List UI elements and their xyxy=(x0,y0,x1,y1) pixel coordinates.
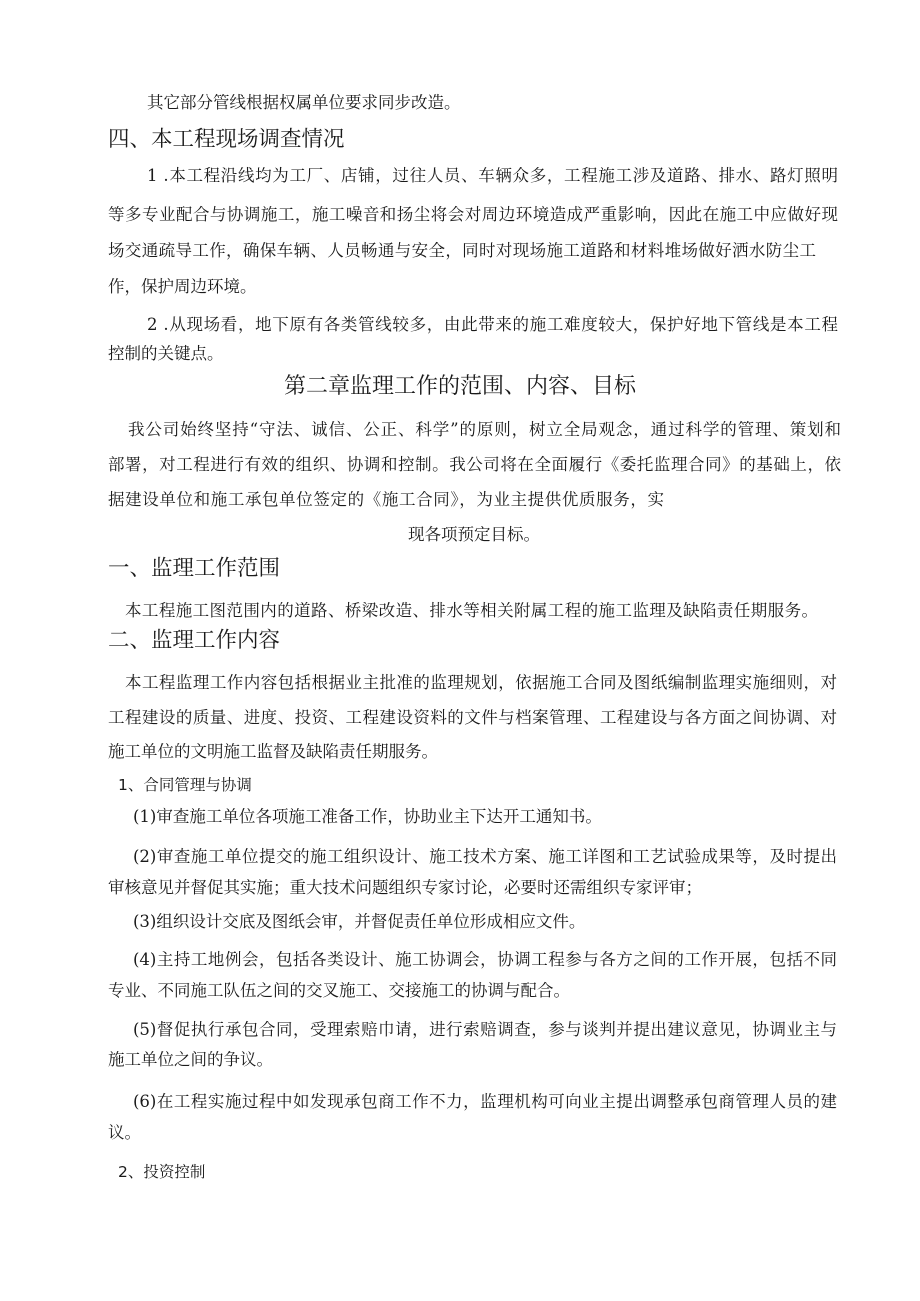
section-heading-4: 四、本工程现场调查情况 xyxy=(108,127,345,152)
paragraph-line: 据建设单位和施工承包单位签定的《施工合同》，为业主提供优质服务，实 xyxy=(108,490,664,509)
list-item-2-cont: 审核意见并督促其实施；重大技术问题组织专家讨论，必要时还需组织专家评审； xyxy=(108,878,702,897)
paragraph-line: 施工单位的文明施工监督及缺陷责任期服务。 xyxy=(108,742,438,761)
paragraph-line: 部署，对工程进行有效的组织、协调和控制。我公司将在全面履行《委托监理合同》的基础上，依 xyxy=(108,455,841,474)
paragraph-line: 2 .从现场看，地下原有各类管线较多，由此带来的施工难度较大，保护好地下管线是本工程 xyxy=(147,315,838,334)
list-item-4: (4)主持工地例会，包括各类设计、施工协调会，协调工程参与各方之间的工作开展，包括不同 xyxy=(133,950,837,969)
paragraph-line: 其它部分管线根据权属单位要求同步改造。 xyxy=(147,93,461,112)
paragraph-line: 1 .本工程沿线均为工厂、店铺，过往人员、车辆众多，工程施工涉及道路、排水、路灯照明 xyxy=(147,166,838,185)
paragraph-line: 控制的关键点。 xyxy=(108,344,224,363)
section-heading-1: 一、监理工作范围 xyxy=(108,556,281,581)
chapter-title: 第二章监理工作的范围、内容、目标 xyxy=(283,374,636,399)
paragraph-line: 我公司始终坚持“守法、诚信、公正、科学”的原则，树立全局观念，通过科学的管理、策划和 xyxy=(128,420,841,439)
list-item-5: (5)督促执行承包合同，受理索赔巾请，进行索赔调查，参与谈判并提出建议意见，协调业主与 xyxy=(133,1020,837,1039)
subsection-heading-1: 1、合同管理与协调 xyxy=(118,776,252,794)
list-item-6: (6)在工程实施过程中如发现承包商工作不力，监理机构可向业主提出调整承包商管理人员的建 xyxy=(133,1092,837,1111)
section-heading-2: 二、监理工作内容 xyxy=(108,628,281,653)
list-item-2: (2)审查施工单位提交的施工组织设计、施工技术方案、施工详图和工艺试验成果等，及时提出 xyxy=(133,847,837,866)
list-item-4-cont: 专业、不同施工队伍之间的交叉施工、交接施工的协调与配合。 xyxy=(108,981,570,1000)
paragraph-line: 本工程施工图范围内的道路、桥梁改造、排水等相关附属工程的施工监理及缺陷责任期服务。 xyxy=(125,601,818,620)
paragraph-line: 等多专业配合与协调施工，施工噪音和扬尘将会对周边环境造成严重影响，因此在施工中应做好现 xyxy=(108,205,838,224)
paragraph-line: 场交通疏导工作，确保车辆、人员畅通与安全，同时对现场施工道路和材料堆场做好洒水防尘工 xyxy=(108,241,816,260)
list-item-6-cont: 议。 xyxy=(108,1123,141,1142)
paragraph-line: 作，保护周边环境。 xyxy=(108,277,257,296)
paragraph-line: 现各项预定目标。 xyxy=(408,525,540,544)
paragraph-line: 本工程监理工作内容包括根据业主批准的监理规划，依据施工合同及图纸编制监理实施细则，对 xyxy=(125,673,837,692)
list-item-5-cont: 施工单位之间的争议。 xyxy=(108,1050,273,1069)
subsection-heading-2: 2、投资控制 xyxy=(118,1163,206,1181)
list-item-3: (3)组织设计交底及图纸会审，并督促责任单位形成相应文件。 xyxy=(133,912,586,931)
list-item-1: (1)审查施工单位各项施工准备工作，协助业主下达开工通知书。 xyxy=(133,807,602,826)
paragraph-line: 工程建设的质量、进度、投资、工程建设资料的文件与档案管理、工程建设与各方面之间协调、对 xyxy=(108,708,837,727)
